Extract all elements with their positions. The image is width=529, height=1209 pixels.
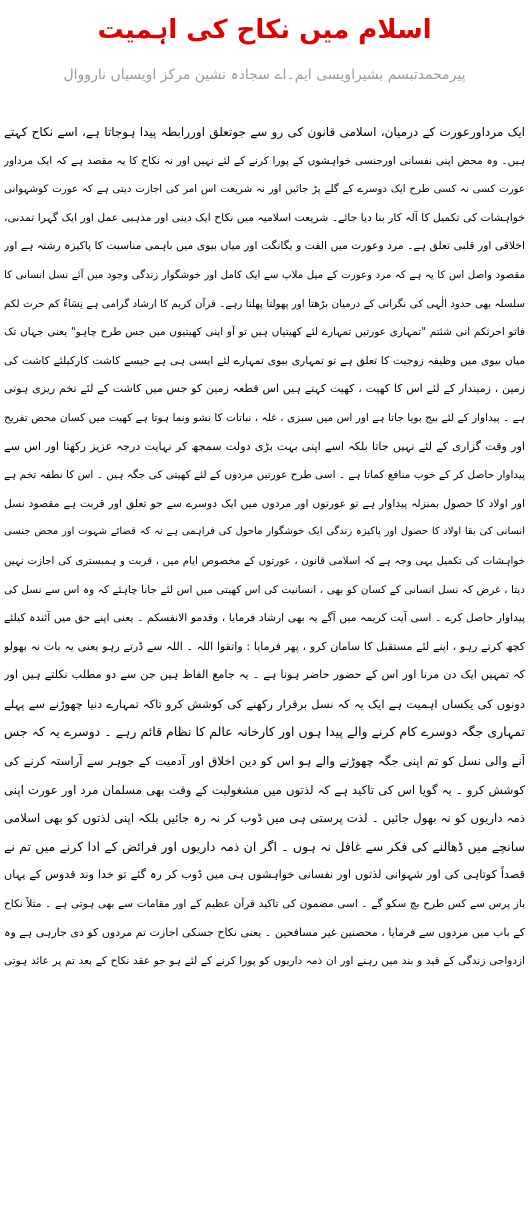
body-line: اور اولاد کا حصول بمنزلہ پیداوار ہے تو عورتوں اور مردوں میں ایک دوسرے سے جو تعلق اور قربت ہے مقصود نسل	[4, 496, 525, 510]
body-line: میاں بیوی میں وظیفہ زوجیت کا تعلق ہے تو تمہاری بیوی تمہارے لئے ایسی ہی ہے جیسے کاشت کارکیلئے کاشت کی	[4, 353, 525, 367]
body-line: خواہشات کی تکمیل کا آلہ کار بنا دیا جائے۔ شریعت اسلامیہ میں نکاح ایک دینی اور مذہبی عمل اور ایک گہرا تمدنی،	[4, 210, 525, 224]
body-line: تمہاری جگہ دوسرے کام کرنے والے پیدا ہوں اور کارخانہ عالم کا نظام قائم رہے ۔ دوسرے یہ کہ جس	[4, 724, 525, 740]
body-line: پیداوار حاصل کرے ۔ اسی آیت کریمہ میں آگے یہ بھی ارشاد فرمایا ، وقدمو الانفسکم ۔ یعنی اپنے حق میں آئندہ کیلئے	[4, 611, 525, 625]
body-line: کے باب میں مردوں سے فرمایا ، محصنین غیر مسافحین ۔ یعنی نکاح جسکی اجازت تم مردوں کو دی جارہی ہے وہ	[4, 925, 525, 939]
article-title: اسلام میں نکاح کی اہمیت	[97, 15, 432, 45]
body-line: سلسلہ بھی حدود الٰہی کی نگرانی کے درمیان بڑھتا اور پھولتا پھلتا رہے۔ قرآن کریم کا ارشاد گرامی ہے نِسَاءُ کم حرث لکم	[4, 297, 525, 310]
body-line: اور وقت گزاری کے لئے نہیں جاتا بلکہ اسے اپنی بہت بڑی دولت سمجھ کر نہایت درجہ عزیز رکھتا اور اس سے	[4, 439, 525, 453]
body-line: پیداوار حاصل کر کے خوب منافع کماتا ہے ۔ اسی طرح عورتیں مردوں کے لئے کھیتی کی جگہ ہیں ۔ اس کا نطفہ تخم ہے	[4, 469, 525, 482]
body-line: کہ تمہیں ایک دن مرنا اور اس کے حضور حاضر ہونا ہے ۔ یہ جامع الفاظ ہیں جن سے دو مطلب نکلتے ہیں اور	[4, 668, 525, 682]
body-line: زمین ، زمیندار کے لئے اس کا کھیت ، کھیت کہتے ہیں اس قطعہ زمین کو جس میں کاشت کے لئے تخم ریزی ہوتی	[4, 382, 525, 396]
body-line: کچھ کرتے رہو ، اپنے لئے مستقبل کا سامان کرو ، پھر فرمایا : واتقوا اللہ ۔ اللہ سے ڈرتے رہو یعنی یہ بات نہ بھولو	[4, 639, 525, 653]
body-line: سانچے میں ڈھالنے کی فکر سے غافل نہ ہوں ۔ اگر ان ذمہ داریوں اور فرائض کے ادا کرنے میں تم نے	[4, 838, 525, 854]
body-line: خواہشات کی تکمیل یہی وجہ ہے کہ اسلامی قانون ، عورتوں کے مخصوص ایام میں ، قربت و ہمبستری کی اجازت نہیں	[4, 554, 525, 567]
body-line: باز پرس سے کس طرح بچ سکو گے ۔ اسی مضمون کی تاکید قرآن عظیم کے اور مقامات سے بھی ہوتی ہے ۔ مثلاً نکاح	[4, 898, 525, 911]
body-line: اخلاقی اور قلبی تعلق ہے۔ مرد وعورت میں الفت و یگانگت اور میاں بیوی میں باہمی مناسبت کا پاکیزہ رشتہ ہے اور	[4, 239, 525, 253]
body-line: ایک مرداورعورت کے درمیان، اسلامی قانون کی رو سے جوتعلق اوررابطہ پیدا ہوجاتا ہے، اسے نکاح کہتے	[4, 125, 525, 139]
body-line: ہے ۔ پیداوار کے لئے بیج بویا جاتا ہے اور اس میں سبزی ، غلہ ، نباتات کا نشو ونما ہوتا ہے کھیت میں کسان محض تفریح	[4, 411, 525, 424]
body-line: مقصود واصل اس کا یہ ہے کہ مرد وعورت کے میل ملاپ سے ایک کامل اور خوشگوار زندگی وجود میں آئے نسل انسانی کا	[4, 268, 525, 281]
body-line: دیتا ، غرض کہ نسل انسانی کے کسان کو بھی ، انسانیت کی اس کھیتی میں اس لئے جانا چاہئے کہ وہ اس سے نسل کی	[4, 583, 525, 596]
body-line: عورت کسی نہ کسی طرح ایک دوسرے کے گلے پڑ جائیں اور نہ شریعت اس امر کی اجازت دیتی ہے کہ عورت کوشہوانی	[4, 183, 525, 196]
body-line: دونوں کی یکساں اہمیت ہے ایک یہ کہ نسل برقرار رکھنے کی کوشش کرو تاکہ تمہارے دنیا چھوڑنے سے پہلے	[4, 696, 525, 711]
body-line: آنے والی نسل کو تم اپنی جگہ چھوڑنے والے ہو اس کو دین اخلاق اور آدمیت کے جوہر سے آراستہ کرنے کی	[4, 754, 525, 769]
author-byline: پیرمحمدتبسم بشیراویسی ایم۔اے سجادہ نشین مرکز اویسیاں نارووال	[63, 67, 466, 83]
body-line: فاتو احرثکم انی شئتم "تمہاری عورتیں تمہارے لئے کھیتیاں ہیں تو آو اپنی کھیتیوں میں جس طرح چاہو" یعنی جہاں تک	[4, 326, 525, 339]
body-line: قصداً کوتاہی کی اور شہوانی لذتوں اور نفسانی خواہشوں ہی میں ڈوب کر رہ گئے تو خدا وند قدوس کے یہاں	[4, 868, 525, 882]
body-line: انسانی کی بقا اولاد کا حصول اور پاکیزہ زندگی ایک خوشگوار ماحول کی فراہمی ہے نہ کہ قضائے شہوت اور محض جنسی	[4, 526, 525, 538]
body-line: کوشش کرو ۔ یہ گویا اس کی تاکید ہے کہ لذتوں میں مشغولیت کے وقت بھی مسلمان مرد اور عورت اپنی	[4, 782, 525, 797]
article-body	[4, 118, 525, 976]
body-line: ہیں۔ وہ محض اپنی نفسانی اورجنسی خواہشوں کے پورا کرنے کے لئے نہیں اور نہ نکاح کا یہ مقصد ہے کہ ایک مرداور	[4, 154, 525, 167]
body-line: ذمہ داریوں کو نہ بھول جائیں ۔ لذت پرستی ہی میں ڈوب کر نہ رہ جائیں بلکہ اپنی لذتوں کو بھی اسلامی	[4, 811, 525, 826]
body-line: ازدواجی زندگی کے قید و بند میں رہنے اور ان ذمہ داریوں کو پورا کرنے کے لئے ہو جو عقد نکاح کے بعد تم پر عائد ہوتی	[4, 955, 525, 968]
